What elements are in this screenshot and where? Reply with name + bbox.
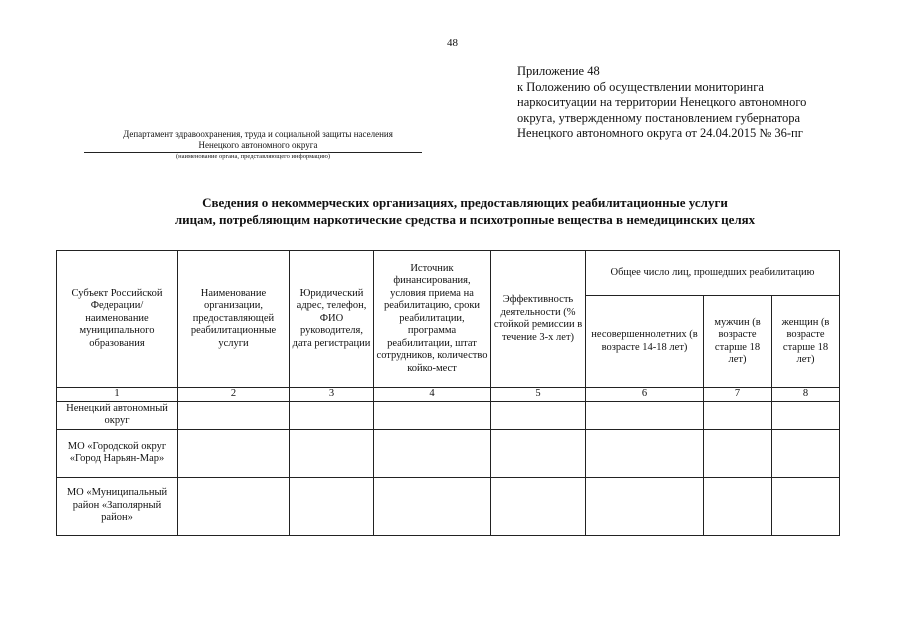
header-subject: Субъект Российской Федерации/ наименование муниципального образования [57, 251, 178, 388]
table-row [57, 401, 840, 429]
empty-cell [178, 429, 290, 477]
appendix-line: Приложение 48 [517, 64, 600, 78]
empty-cell [586, 477, 704, 535]
department-line-2: Ненецкого автономного округа [198, 140, 318, 150]
column-number: 5 [491, 388, 586, 402]
row-subject: МО «Городской округ «Город Нарьян-Мар» [57, 429, 178, 477]
empty-cell [491, 429, 586, 477]
column-number: 4 [374, 388, 491, 402]
column-number: 8 [772, 388, 840, 402]
empty-cell [586, 401, 704, 429]
header-total-rehabilitated: Общее число лиц, прошедших реабилитацию [586, 251, 840, 296]
appendix-line: Ненецкого автономного округа от 24.04.2015 № 36-пг [517, 126, 803, 141]
header-funding: Источник финансирования, условия приема на реабилитацию, сроки реабилитации, программа реабилитации, штат сотрудников, количество койко-мест [374, 251, 491, 388]
empty-cell [772, 401, 840, 429]
row-subject: МО «Муниципальный район «Заполярный район» [57, 477, 178, 535]
empty-cell [586, 429, 704, 477]
row-subject: Ненецкий автономный округ [57, 401, 178, 429]
subheader-men: мужчин (в возрасте старше 18 лет) [704, 296, 772, 388]
column-number: 3 [290, 388, 374, 402]
empty-cell [374, 401, 491, 429]
empty-cell [772, 429, 840, 477]
document-title [120, 194, 810, 228]
column-number: 1 [57, 388, 178, 402]
appendix-line: наркоситуации на территории Ненецкого автономного [517, 95, 807, 110]
appendix-line: округа, утвержденному постановлением губернатора [517, 110, 800, 125]
empty-cell [704, 477, 772, 535]
appendix-line: к Положению об осуществлении мониторинга [517, 79, 764, 94]
subheader-minors: несовершеннолетних (в возрасте 14-18 лет) [586, 296, 704, 388]
empty-cell [772, 477, 840, 535]
page-number: 48 [447, 37, 458, 49]
empty-cell [178, 401, 290, 429]
empty-cell [374, 429, 491, 477]
table-row [57, 429, 840, 477]
header-legal-address: Юридический адрес, телефон, ФИО руководителя, дата регистрации [290, 251, 374, 388]
appendix-reference [517, 64, 897, 142]
empty-cell [491, 401, 586, 429]
empty-cell [704, 401, 772, 429]
column-number: 2 [178, 388, 290, 402]
empty-cell [704, 429, 772, 477]
department-name [88, 129, 428, 151]
empty-cell [178, 477, 290, 535]
rehabilitation-table [56, 250, 840, 536]
empty-cell [290, 429, 374, 477]
column-number: 7 [704, 388, 772, 402]
department-line-1: Департамент здравоохранения, труда и социальной защиты населения [123, 129, 393, 139]
title-line-1: Сведения о некоммерческих организациях, предоставляющих реабилитационные услуги [202, 195, 728, 210]
empty-cell [374, 477, 491, 535]
department-caption: (наименование органа, представляющего информацию) [175, 153, 331, 160]
empty-cell [290, 477, 374, 535]
title-line-2: лицам, потребляющим наркотические средства и психотропные вещества в немедицинских целях [174, 212, 756, 227]
header-organization: Наименование организации, предоставляющей реабилитационные услуги [178, 251, 290, 388]
subheader-women: женщин (в возрасте старше 18 лет) [772, 296, 840, 388]
empty-cell [491, 477, 586, 535]
header-effectiveness: Эффективность деятельности (% стойкой ремиссии в течение 3-х лет) [491, 251, 586, 388]
empty-cell [290, 401, 374, 429]
table-row [57, 477, 840, 535]
column-number: 6 [586, 388, 704, 402]
